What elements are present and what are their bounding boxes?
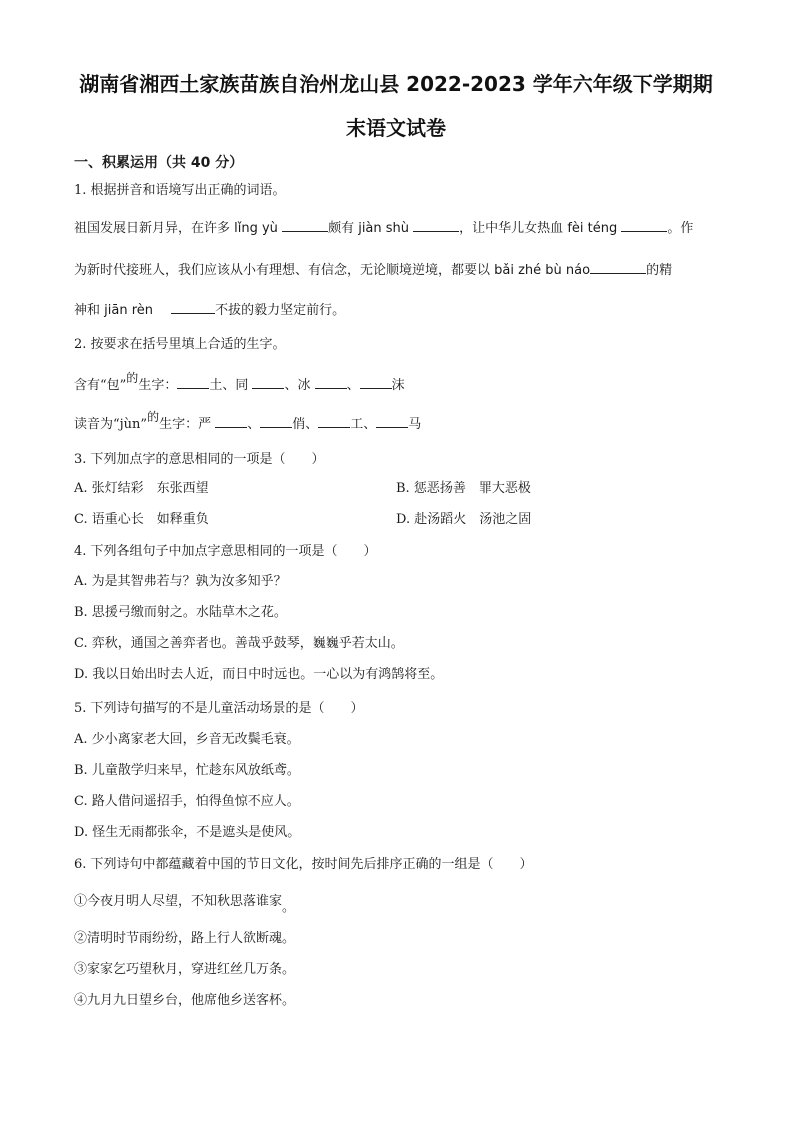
q2-blank[interactable] [360, 375, 392, 389]
q1-pinyin-4: bǎi zhé bù náo [494, 263, 591, 278]
q2-row1-text: 、 [346, 378, 360, 393]
q4-stem: 4. 下列各组句子中加点字意思相同的一项是（ ） [74, 544, 377, 559]
page-title-line1: 湖南省湘西土家族苗族自治州龙山县 2022-2023 学年六年级下学期期 [79, 72, 713, 96]
q1-line2 [74, 260, 672, 280]
q6-item-2: ②清明时节雨纷纷，路上行人欲断魂。 [74, 931, 296, 946]
q3-stem: 3. 下列加点字的意思相同的一项是（ ） [74, 452, 325, 467]
q3-option-a[interactable]: A. 张灯结彩 东张西望 [74, 481, 209, 496]
q3-option-b[interactable]: B. 惩恶扬善 罪大恶极 [396, 481, 531, 496]
q5-option-a[interactable]: A. 少小离家老大回，乡音无改鬓毛衰。 [74, 732, 300, 747]
q2-blank[interactable] [315, 375, 347, 389]
q1-stem: 1. 根据拼音和语境写出正确的词语。 [74, 183, 286, 198]
q2-row2-sup: 的 [147, 410, 160, 424]
q1-text: 祖国发展日新月异，在许多 [74, 221, 235, 236]
q6-item-1-text: ①今夜月明人尽望，不知秋思落谁家 [74, 894, 283, 909]
q5-option-c[interactable]: C. 路人借问遥招手，怕得鱼惊不应人。 [74, 794, 300, 809]
q6-item-1-end: 。 [282, 900, 296, 915]
q1-text: ，让中华儿女热血 [459, 221, 568, 236]
q1-blank-2[interactable] [413, 218, 459, 232]
q1-text: 为新时代接班人，我们应该从小有理想、有信念，无论顺境逆境，都要以 [74, 263, 495, 278]
q1-pinyin-5: jiān rèn [104, 303, 153, 318]
q1-blank-3[interactable] [621, 218, 667, 232]
q2-row2-label: 读音为“jùn” [74, 417, 148, 432]
q2-blank[interactable] [376, 414, 408, 428]
q2-row1-text: 、冰 [284, 378, 315, 393]
q5-option-b[interactable]: B. 儿童散学归来早，忙趁东风放纸鸢。 [74, 763, 300, 778]
q2-row2-text: 俏、 [292, 417, 319, 432]
q1-blank-1[interactable] [282, 218, 328, 232]
q2-row2-text: 马 [408, 417, 422, 432]
q5-option-d[interactable]: D. 怪生无雨都张伞，不是遮头是使风。 [74, 825, 301, 840]
q2-row2-text: 工、 [350, 417, 377, 432]
section-heading: 一、积累运用（共 40 分） [74, 155, 244, 171]
q2-row2-colon: 生字：严 [159, 417, 216, 432]
q2-row1-sup: 的 [126, 371, 139, 385]
q2-blank[interactable] [215, 414, 247, 428]
q4-option-b[interactable]: B. 思援弓缴而射之。水陆草木之花。 [74, 605, 287, 620]
q6-item-1 [74, 893, 296, 915]
q2-blank[interactable] [318, 414, 350, 428]
q3-option-d[interactable]: D. 赴汤蹈火 汤池之固 [396, 512, 532, 527]
q6-stem: 6. 下列诗句中都蕴藏着中国的节日文化，按时间先后排序正确的一组是（ ） [74, 857, 533, 872]
q1-text: 颇有 [328, 221, 359, 236]
q1-pinyin-2: jiàn shù [358, 221, 410, 236]
q2-row1-label: 含有“包” [74, 378, 127, 393]
q2-row1-text: 土、同 [209, 378, 253, 393]
q2-row2-text: 、 [247, 417, 261, 432]
q1-text: 。作 [667, 221, 694, 236]
q3-option-c[interactable]: C. 语重心长 如释重负 [74, 512, 209, 527]
page-title-line2: 末语文试卷 [346, 116, 446, 140]
q1-text: 不拔的毅力坚定前行。 [215, 303, 346, 318]
q4-option-d[interactable]: D. 我以日始出时去人近，而日中时远也。一心以为有鸿鹄将至。 [74, 667, 444, 682]
q2-row2 [74, 410, 422, 434]
q1-blank-5[interactable] [171, 300, 215, 314]
q5-stem: 5. 下列诗句描写的不是儿童活动场景的是（ ） [74, 701, 364, 716]
q2-row1-text: 沫 [391, 378, 405, 393]
q2-blank[interactable] [252, 375, 284, 389]
q1-pinyin-3: fèi téng [567, 221, 618, 236]
q1-blank-4[interactable] [590, 260, 646, 274]
q1-line3 [74, 300, 345, 320]
q2-blank[interactable] [260, 414, 292, 428]
q4-option-a[interactable]: A. 为是其智弗若与？孰为汝多知乎？ [74, 574, 287, 589]
q6-item-3: ③家家乞巧望秋月，穿进红丝几万条。 [74, 962, 296, 977]
q2-blank[interactable] [177, 375, 209, 389]
q1-text: 的精 [646, 263, 673, 278]
q1-text: 神和 [74, 303, 105, 318]
q1-pinyin-1: lǐng yù [234, 221, 278, 236]
q1-line1 [74, 218, 693, 238]
q6-item-4: ④九月九日望乡台，他席他乡送客杯。 [74, 993, 296, 1008]
q2-stem: 2. 按要求在括号里填上合适的生字。 [74, 337, 286, 352]
q2-row1-colon: 生字： [138, 378, 178, 393]
q4-option-c[interactable]: C. 弈秋，通国之善弈者也。善哉乎鼓琴，巍巍乎若太山。 [74, 636, 404, 651]
q2-row1 [74, 371, 405, 395]
